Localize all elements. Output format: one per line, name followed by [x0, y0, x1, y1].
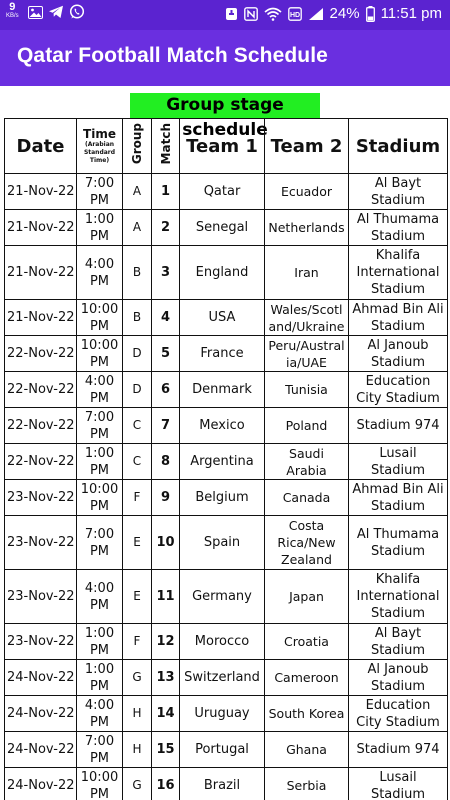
cell-time: 4:00 PM — [77, 372, 123, 408]
cell-time: 10:00 PM — [77, 480, 123, 516]
cell-time: 10:00 PM — [77, 336, 123, 372]
cell-team1: Argentina — [180, 444, 265, 480]
table-row — [5, 372, 448, 408]
cell-date: 22-Nov-22 — [5, 444, 77, 480]
table-row — [5, 480, 448, 516]
cell-match: 10 — [152, 516, 180, 570]
cell-group: H — [123, 696, 152, 732]
cell-group: A — [123, 210, 152, 246]
cell-group: B — [123, 246, 152, 300]
cell-group: A — [123, 174, 152, 210]
cell-team1: Portugal — [180, 732, 265, 768]
cell-date: 23-Nov-22 — [5, 570, 77, 624]
image-icon — [28, 6, 43, 19]
app-title: Qatar Football Match Schedule — [17, 44, 328, 67]
cell-stadium: Khalifa International Stadium — [349, 246, 448, 300]
table-row — [5, 210, 448, 246]
cell-team1: Morocco — [180, 624, 265, 660]
cell-stadium: Al Janoub Stadium — [349, 660, 448, 696]
battery-icon — [366, 6, 375, 22]
status-time: 11:51 pm — [380, 5, 442, 22]
cell-match: 3 — [152, 246, 180, 300]
cell-team2: South Korea — [265, 696, 349, 732]
table-row — [5, 768, 448, 800]
cell-match: 8 — [152, 444, 180, 480]
cell-date: 22-Nov-22 — [5, 408, 77, 444]
cell-stadium: Al Bayt Stadium — [349, 174, 448, 210]
header-stadium — [349, 119, 448, 174]
cell-team1: Germany — [180, 570, 265, 624]
cell-team1: Brazil — [180, 768, 265, 800]
cell-match: 2 — [152, 210, 180, 246]
cell-stadium: Stadium 974 — [349, 408, 448, 444]
cell-match: 7 — [152, 408, 180, 444]
cell-group: G — [123, 768, 152, 800]
table-row — [5, 300, 448, 336]
cell-team2: Serbia — [265, 768, 349, 800]
cell-group: H — [123, 732, 152, 768]
cell-stadium: Lusail Stadium — [349, 768, 448, 800]
cell-date: 21-Nov-22 — [5, 210, 77, 246]
header-match — [152, 119, 180, 174]
svg-text:HD: HD — [289, 11, 300, 19]
cell-team1: USA — [180, 300, 265, 336]
header-time-sub: (Arabian Standard Time) — [83, 141, 116, 164]
cell-group: D — [123, 372, 152, 408]
cell-date: 22-Nov-22 — [5, 336, 77, 372]
cell-group: C — [123, 408, 152, 444]
cell-stadium: Lusail Stadium — [349, 444, 448, 480]
cell-team1: Mexico — [180, 408, 265, 444]
cell-match: 1 — [152, 174, 180, 210]
network-speed-unit: KB/s — [6, 13, 19, 19]
cell-group: G — [123, 660, 152, 696]
cell-group: D — [123, 336, 152, 372]
cell-match: 6 — [152, 372, 180, 408]
header-team1 — [180, 119, 265, 174]
cell-team1: Switzerland — [180, 660, 265, 696]
cell-match: 15 — [152, 732, 180, 768]
cell-date: 23-Nov-22 — [5, 480, 77, 516]
table-row — [5, 408, 448, 444]
cell-match: 12 — [152, 624, 180, 660]
cell-match: 9 — [152, 480, 180, 516]
cell-team1: England — [180, 246, 265, 300]
table-row — [5, 732, 448, 768]
header-time — [77, 119, 123, 174]
cell-match: 16 — [152, 768, 180, 800]
cell-group: F — [123, 480, 152, 516]
cell-team1: France — [180, 336, 265, 372]
cell-stadium: Al Bayt Stadium — [349, 624, 448, 660]
cell-team1: Spain — [180, 516, 265, 570]
alarm-icon — [225, 6, 238, 21]
wifi-icon — [264, 7, 282, 21]
cell-time: 1:00 PM — [77, 624, 123, 660]
cell-date: 24-Nov-22 — [5, 732, 77, 768]
cell-stadium: Ahmad Bin Ali Stadium — [349, 480, 448, 516]
cell-stadium: Ahmad Bin Ali Stadium — [349, 300, 448, 336]
cell-time: 4:00 PM — [77, 246, 123, 300]
cell-date: 24-Nov-22 — [5, 660, 77, 696]
cell-team2: Cameroon — [265, 660, 349, 696]
cell-group: B — [123, 300, 152, 336]
cell-stadium: Khalifa International Stadium — [349, 570, 448, 624]
cell-time: 1:00 PM — [77, 444, 123, 480]
header-team1-label: Team 1 — [186, 135, 258, 157]
cell-team2: Croatia — [265, 624, 349, 660]
cell-team2: Netherlands — [265, 210, 349, 246]
header-group — [123, 119, 152, 174]
header-group-label: Group — [130, 123, 144, 165]
table-row — [5, 336, 448, 372]
cell-group: E — [123, 516, 152, 570]
header-team2-label: Team 2 — [270, 135, 343, 157]
cell-stadium: Education City Stadium — [349, 372, 448, 408]
cell-date: 21-Nov-22 — [5, 174, 77, 210]
cell-match: 4 — [152, 300, 180, 336]
cell-time: 10:00 PM — [77, 300, 123, 336]
cell-time: 1:00 PM — [77, 660, 123, 696]
signal-icon — [308, 7, 324, 21]
network-speed — [6, 3, 19, 21]
header-date — [5, 119, 77, 174]
cell-team1: Uruguay — [180, 696, 265, 732]
volte-icon — [288, 7, 302, 21]
cell-team1: Senegal — [180, 210, 265, 246]
cell-team2: Poland — [265, 408, 349, 444]
cell-time: 7:00 PM — [77, 408, 123, 444]
schedule-table — [4, 118, 448, 800]
header-match-label: Match — [158, 123, 173, 165]
telegram-icon — [48, 5, 64, 19]
cell-team2: Ghana — [265, 732, 349, 768]
cell-time: 7:00 PM — [77, 516, 123, 570]
cell-time: 7:00 PM — [77, 732, 123, 768]
cell-team2: Wales/Scotland/Ukraine — [265, 300, 349, 336]
cell-team2: Japan — [265, 570, 349, 624]
header-time-label: Time — [83, 127, 116, 141]
cell-team1: Belgium — [180, 480, 265, 516]
cell-time: 1:00 PM — [77, 210, 123, 246]
status-bar — [0, 0, 450, 30]
cell-date: 24-Nov-22 — [5, 768, 77, 800]
cell-stadium: Al Thumama Stadium — [349, 210, 448, 246]
table-row — [5, 174, 448, 210]
table-row — [5, 246, 448, 300]
cell-team2: Saudi Arabia — [265, 444, 349, 480]
cell-team2: Iran — [265, 246, 349, 300]
table-row — [5, 660, 448, 696]
cell-team2: Peru/Australia/UAE — [265, 336, 349, 372]
cell-stadium: Education City Stadium — [349, 696, 448, 732]
table-row — [5, 696, 448, 732]
whatsapp-icon — [69, 4, 85, 20]
cell-date: 24-Nov-22 — [5, 696, 77, 732]
cell-date: 21-Nov-22 — [5, 246, 77, 300]
battery-percent: 24% — [329, 5, 360, 22]
cell-time: 4:00 PM — [77, 570, 123, 624]
cell-team1: Qatar — [180, 174, 265, 210]
cell-group: C — [123, 444, 152, 480]
header-stadium-label: Stadium — [355, 135, 441, 157]
cell-time: 7:00 PM — [77, 174, 123, 210]
cell-match: 14 — [152, 696, 180, 732]
cell-date: 23-Nov-22 — [5, 624, 77, 660]
header-team2 — [265, 119, 349, 174]
cell-time: 10:00 PM — [77, 768, 123, 800]
nfc-icon — [244, 7, 258, 21]
cell-date: 21-Nov-22 — [5, 300, 77, 336]
table-header-row — [5, 119, 448, 174]
cell-match: 11 — [152, 570, 180, 624]
table-row — [5, 444, 448, 480]
section-heading: Group stage schedule — [130, 93, 320, 118]
network-speed-value: 9 — [9, 1, 16, 13]
cell-group: F — [123, 624, 152, 660]
cell-stadium: Stadium 974 — [349, 732, 448, 768]
cell-time: 4:00 PM — [77, 696, 123, 732]
cell-date: 22-Nov-22 — [5, 372, 77, 408]
cell-team1: Denmark — [180, 372, 265, 408]
app-bar — [0, 30, 450, 86]
cell-group: E — [123, 570, 152, 624]
header-date-label: Date — [16, 135, 65, 157]
cell-match: 13 — [152, 660, 180, 696]
table-row — [5, 516, 448, 570]
cell-team2: Costa Rica/New Zealand — [265, 516, 349, 570]
cell-team2: Ecuador — [265, 174, 349, 210]
table-row — [5, 624, 448, 660]
table-row — [5, 570, 448, 624]
content-area[interactable] — [0, 86, 450, 800]
cell-team2: Tunisia — [265, 372, 349, 408]
cell-match: 5 — [152, 336, 180, 372]
cell-date: 23-Nov-22 — [5, 516, 77, 570]
cell-team2: Canada — [265, 480, 349, 516]
cell-stadium: Al Janoub Stadium — [349, 336, 448, 372]
cell-stadium: Al Thumama Stadium — [349, 516, 448, 570]
